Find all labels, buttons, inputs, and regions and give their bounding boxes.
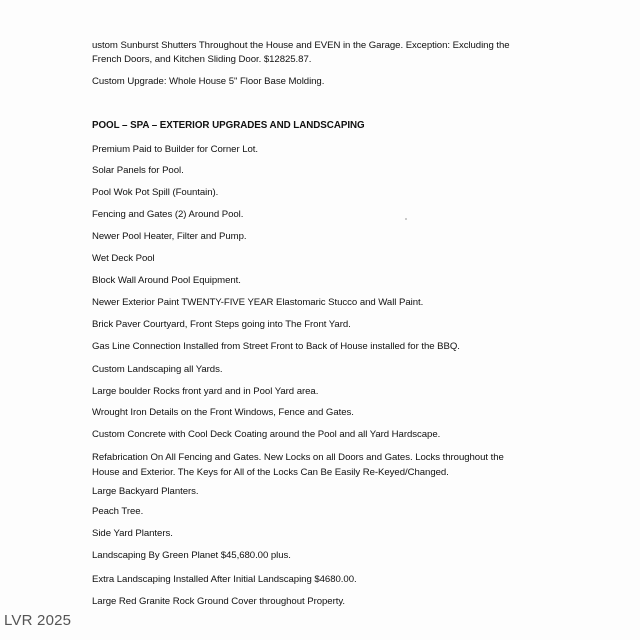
list-item: Large boulder Rocks front yard and in Pool Yard area. bbox=[92, 386, 319, 397]
list-item: Fencing and Gates (2) Around Pool. bbox=[92, 209, 244, 220]
intro-line-3: Custom Upgrade: Whole House 5" Floor Base Molding. bbox=[92, 76, 325, 87]
list-item: Refabrication On All Fencing and Gates. New Locks on all Doors and Gates. Locks throughout the bbox=[92, 452, 504, 463]
list-item: Large Backyard Planters. bbox=[92, 486, 199, 497]
section-heading: POOL – SPA – EXTERIOR UPGRADES AND LANDSCAPING bbox=[92, 120, 365, 131]
intro-line-2: French Doors, and Kitchen Sliding Door. $12825.87. bbox=[92, 54, 312, 65]
list-item: Wet Deck Pool bbox=[92, 253, 155, 264]
intro-line-1: ustom Sunburst Shutters Throughout the House and EVEN in the Garage. Exception: Excluding the bbox=[92, 40, 510, 51]
list-item: Newer Exterior Paint TWENTY-FIVE YEAR Elastomaric Stucco and Wall Paint. bbox=[92, 297, 424, 308]
list-item: Landscaping By Green Planet $45,680.00 plus. bbox=[92, 550, 291, 561]
list-item: Custom Landscaping all Yards. bbox=[92, 364, 223, 375]
list-item: Custom Concrete with Cool Deck Coating around the Pool and all Yard Hardscape. bbox=[92, 429, 441, 440]
list-item: Brick Paver Courtyard, Front Steps going into The Front Yard. bbox=[92, 319, 351, 330]
list-item: Block Wall Around Pool Equipment. bbox=[92, 275, 241, 286]
list-item: Pool Wok Pot Spill (Fountain). bbox=[92, 187, 219, 198]
list-item: Wrought Iron Details on the Front Windows, Fence and Gates. bbox=[92, 407, 354, 418]
list-item: Premium Paid to Builder for Corner Lot. bbox=[92, 144, 259, 155]
list-item: Large Red Granite Rock Ground Cover throughout Property. bbox=[92, 596, 345, 607]
list-item: Solar Panels for Pool. bbox=[92, 165, 184, 176]
list-item: Extra Landscaping Installed After Initial Landscaping $4680.00. bbox=[92, 574, 357, 585]
list-item: Peach Tree. bbox=[92, 506, 144, 517]
list-item: Newer Pool Heater, Filter and Pump. bbox=[92, 231, 247, 242]
watermark: LVR 2025 bbox=[4, 612, 72, 629]
list-item: Side Yard Planters. bbox=[92, 528, 173, 539]
list-item: House and Exterior. The Keys for All of the Locks Can Be Easily Re-Keyed/Changed. bbox=[92, 467, 449, 478]
list-item: Gas Line Connection Installed from Street Front to Back of House installed for the BBQ. bbox=[92, 341, 460, 352]
scan-speck bbox=[405, 218, 407, 220]
